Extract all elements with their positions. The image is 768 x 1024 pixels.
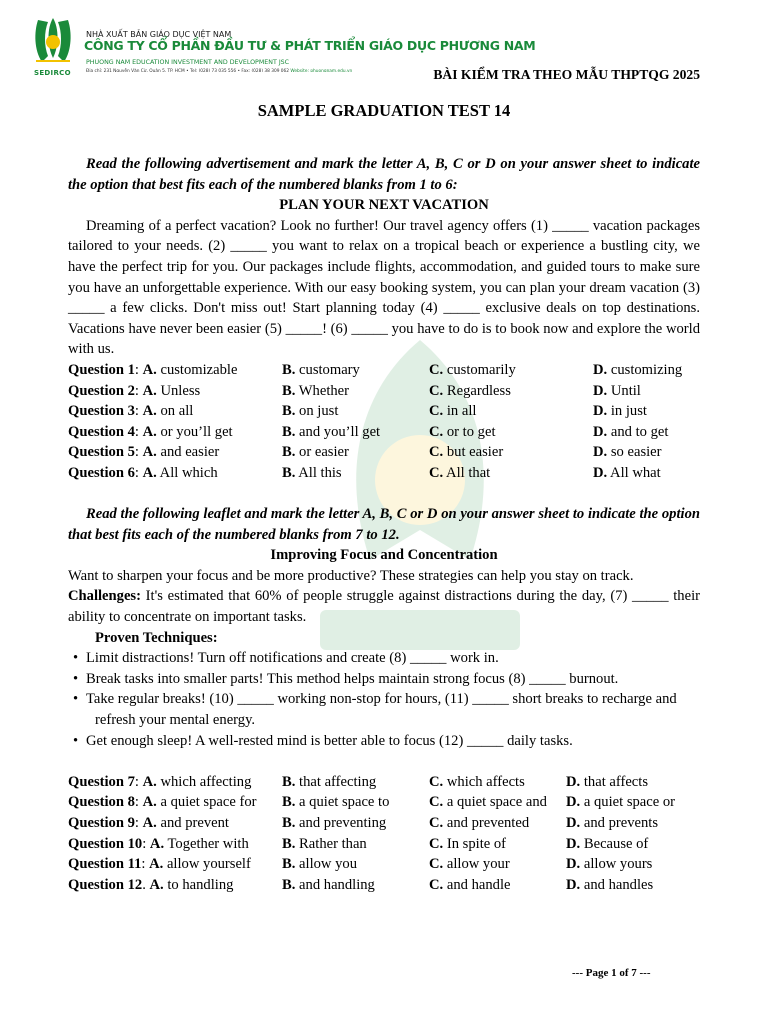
option-d[interactable]: customizing [610,361,683,378]
option-a[interactable]: Together with [167,835,249,852]
option-a[interactable]: to handling [167,876,234,893]
option-c[interactable]: which affects [446,773,525,790]
option-b[interactable]: customary [299,361,360,378]
techniques-heading: Proven Techniques: [95,629,218,646]
option-a[interactable]: or you’ll get [160,423,233,440]
option-d[interactable]: that affects [583,773,649,790]
option-a[interactable]: All which [159,464,218,481]
question-row: Question 9: A. and prevent B. and preventing C. and prevented D. and prevents [68,815,659,831]
question-row: Question 11: A. allow yourself B. allow you C. allow your D. allow yours [68,856,653,873]
question-label: Question 5 [68,444,135,461]
option-c[interactable]: and prevented [446,815,530,831]
logo-phone: Tel: (028) 73 035 556 [190,69,237,72]
question-label: Question 6 [68,464,135,481]
option-b[interactable]: a quiet space to [299,794,390,811]
list-item-line: • Take regular breaks! (10) _____ working non-stop for hours, (11) _____ short breaks to recharge and [86,691,677,708]
option-a[interactable]: Unless [160,382,201,399]
section1-passage: Dreaming of a perfect vacation? Look no further! Our travel agency offers (1) _____ vacation packages tailored to your needs. (2) _____ you want to relax on a tropical beach or experience a bustling city, we have the perfect trip for you. Our packages include flights, accommodation, and guided tours to make sure you have an unforgettable experience. With our easy booking system, you can plan your dream vacation (3) _____ a few clicks. Don't miss out! Start planning today (4) _____ exclusive deals on top destinations. Vacations have never been easier (5) _____! (6) _____ you have to do is to book now and explore the world with us. [68,217,700,358]
section1-instruction: Read the following advertisement and mark the letter A, B, C or D on your answer sheet to indicate the option that best fits each of the numbered blanks from 1 to 6: [68,156,700,193]
option-d[interactable]: so easier [610,444,662,461]
option-d[interactable]: and handles [583,876,654,893]
section1-questions [68,360,700,484]
question-row: Question 3: A. on all B. on just C. in all D. in just [68,403,647,420]
option-d[interactable]: All what [610,464,661,481]
question-label: Question 2 [68,382,135,399]
section-spacer [68,484,700,505]
option-c[interactable]: or to get [446,423,496,440]
list-item: • Get enough sleep! A well-rested mind is better able to focus (12) _____ daily tasks. [68,731,700,752]
question-label: Question 9 [68,815,135,831]
question-row: Question 2: A. Unless B. Whether C. Regardless D. Until [68,382,641,399]
question-row: Question 10: A. Together with B. Rather than C. In spite of D. Because of [68,835,649,852]
option-b[interactable]: All this [298,464,342,481]
logo-fax: Fax: (028) 38 309 062 [241,69,289,72]
section2-challenges [68,586,700,627]
logo-publisher: NHÀ XUẤT BẢN GIÁO DỤC VIỆT NAM [86,30,232,39]
option-b[interactable]: and preventing [299,815,387,831]
question-label: Question 12 [68,876,143,893]
option-c[interactable]: Regardless [446,382,511,399]
option-b[interactable]: that affecting [299,773,377,790]
question-row: Question 12. A. to handling B. and handling C. and handle D. and handles [68,876,654,893]
logo-address: Địa chỉ: 231 Nguyễn Văn Cừ, Quận 5, TP. HCM [86,69,185,72]
logo-company-name: CÔNG TY CỔ PHẦN ĐẦU TƯ & PHÁT TRIỂN GIÁO DỤC PHƯƠNG NAM [84,38,536,53]
option-a[interactable]: allow yourself [166,856,251,873]
option-d[interactable]: and prevents [583,815,659,831]
list-item-line: refresh your mental energy. [95,712,256,729]
question-row: Question 8: A. a quiet space for B. a quiet space to C. a quiet space and D. a quiet space or [68,794,676,811]
option-c[interactable]: All that [446,464,491,481]
question-label: Question 10 [68,835,143,852]
option-d[interactable]: Because of [583,835,649,852]
list-item: • Limit distractions! Turn off notifications and create (8) _____ work in. [68,648,700,669]
question-row: Question 4: A. or you’ll get B. and you’ll get C. or to get D. and to get [68,423,669,440]
page-number: --- Page 1 of 7 --- [572,967,651,979]
option-c[interactable]: but easier [446,444,504,461]
option-d[interactable]: in just [610,403,647,420]
exam-content [68,154,700,895]
section1-heading: PLAN YOUR NEXT VACATION [279,197,489,214]
option-c[interactable]: customarily [446,361,516,378]
option-b[interactable]: Whether [298,382,350,399]
techniques-list [68,648,700,751]
logo-brand: SEDIRCO [34,69,71,77]
question-row: Question 7: A. which affecting B. that affecting C. which affects D. that affects [68,773,649,790]
publisher-logo [32,16,536,77]
question-row: Question 1: A. customizable B. customary C. customarily D. customizing [68,361,683,378]
option-d[interactable]: allow yours [583,856,653,873]
question-label: Question 11 [68,856,142,873]
question-label: Question 3 [68,403,135,420]
page-title: SAMPLE GRADUATION TEST 14 [257,101,511,120]
option-d[interactable]: Until [610,382,641,399]
option-b[interactable]: and you’ll get [299,423,381,440]
challenges-text: It's estimated that 60% of people struggle against distractions during the day, (7) _____ their ability to concentrate on important tasks. [68,588,700,626]
option-a[interactable]: which affecting [160,773,252,790]
question-label: Question 1 [68,361,135,378]
option-a[interactable]: on all [160,403,194,420]
section-spacer [68,751,700,772]
section2-instruction: Read the following leaflet and mark the letter A, B, C or D on your answer sheet to indicate the option that best fits each of the numbered blanks from 7 to 12. [68,506,700,543]
option-b[interactable]: allow you [299,856,358,873]
option-a[interactable]: customizable [160,361,238,378]
option-a[interactable]: a quiet space for [160,794,257,811]
question-label: Question 4 [68,423,135,440]
option-c[interactable]: in all [446,403,477,420]
option-a[interactable]: and easier [160,444,220,461]
section2-intro: Want to sharpen your focus and be more productive? These strategies can help you stay on track. [68,567,634,584]
question-label: Question 8 [68,794,135,811]
option-c[interactable]: In spite of [446,835,507,852]
list-item [68,689,700,730]
section2-heading: Improving Focus and Concentration [270,547,498,564]
list-item: • Break tasks into smaller parts! This method helps maintain strong focus (8) _____ burnout. [68,669,700,690]
option-b[interactable]: or easier [299,444,349,461]
question-row: Question 5: A. and easier B. or easier C. but easier D. so easier [68,444,662,461]
question-row: Question 6: A. All which B. All this C. All that D. All what [68,464,661,481]
option-b[interactable]: Rather than [299,835,367,852]
option-a[interactable]: and prevent [160,815,229,831]
option-b[interactable]: and handling [299,876,375,893]
question-label: Question 7 [68,773,135,790]
option-c[interactable]: and handle [446,876,511,893]
logo-english-name: PHUONG NAM EDUCATION INVESTMENT AND DEVELOPMENT JSC [86,59,290,66]
exam-series-title: BÀI KIỂM TRA THEO MẪU THPTQG 2025 [433,67,700,82]
option-c[interactable]: a quiet space and [446,794,547,811]
logo-website: Website: phuongnam.edu.vn [290,69,353,72]
option-c[interactable]: allow your [446,856,510,873]
challenges-label: Challenges: [68,588,141,605]
section2-questions [68,772,700,896]
option-d[interactable]: and to get [610,423,669,440]
logo-contact-line: Địa chỉ: 231 Nguyễn Văn Cừ, Quận 5, TP. HCM • Tel: (028) 73 035 556 • Fax: (028) 38 309 062 Website: phuongnam.edu.vn [86,69,353,72]
option-b[interactable]: on just [299,403,339,420]
option-d[interactable]: a quiet space or [583,794,676,811]
